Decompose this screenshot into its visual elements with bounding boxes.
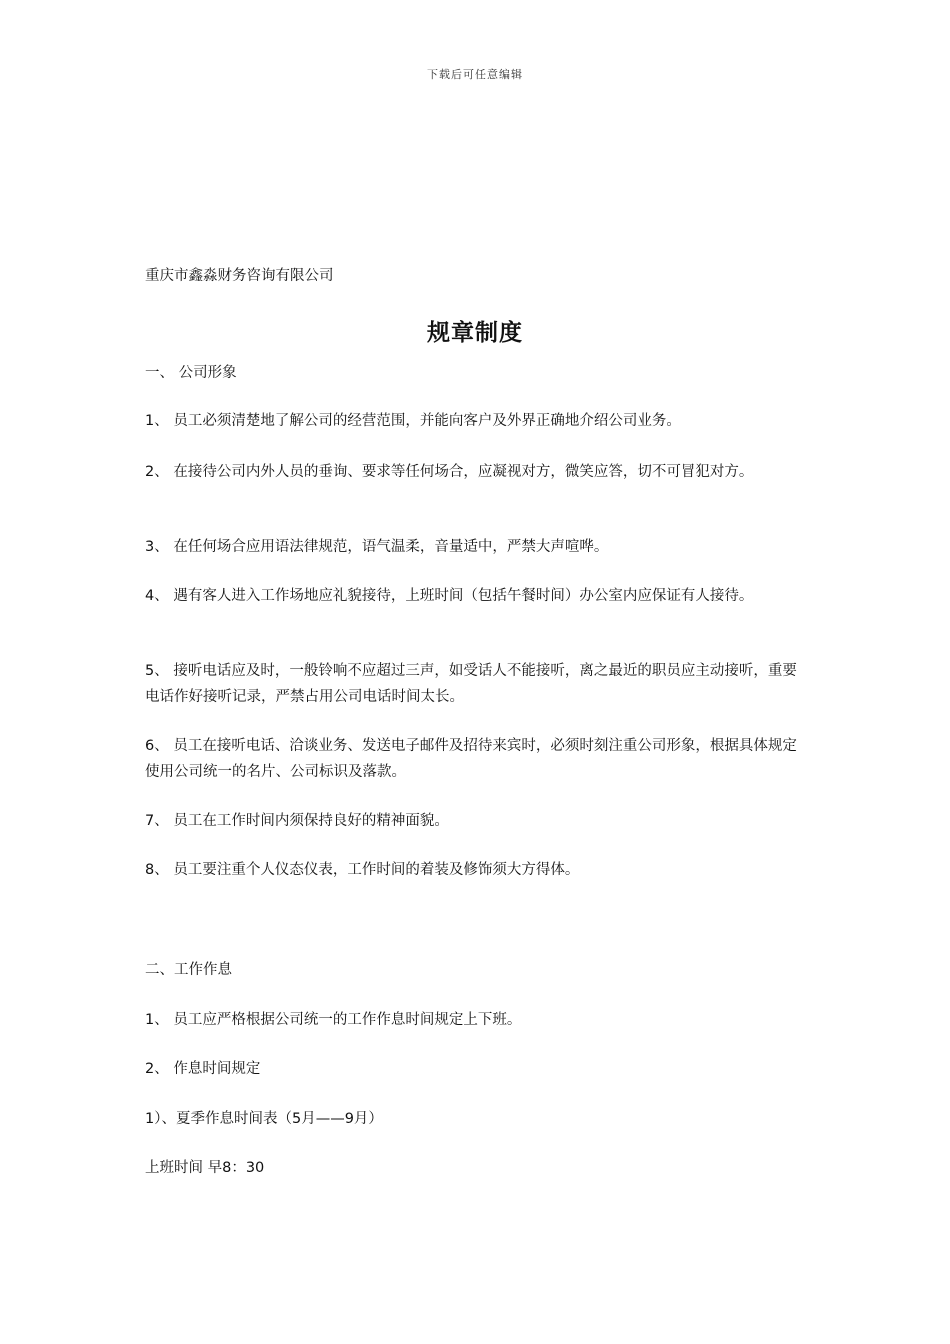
rule-item: 5、 接听电话应及时，一般铃响不应超过三声，如受话人不能接听，离之最近的职员应主动接听，重要电话作好接听记录，严禁占用公司电话时间太长。	[145, 663, 797, 705]
rule-item: 6、 员工在接听电话、洽谈业务、发送电子邮件及招待来宾时，必须时刻注重公司形象，根据具体规定使用公司统一的名片、公司标识及落款。	[145, 738, 797, 780]
rule-item: 2、 在接待公司内外人员的垂询、要求等任何场合，应凝视对方，微笑应答，切不可冒犯对方。	[145, 464, 754, 480]
rule-item: 7、 员工在工作时间内须保持良好的精神面貌。	[145, 813, 449, 829]
company-name: 重庆市鑫淼财务咨询有限公司	[145, 268, 334, 284]
schedule-line: 上班时间 早8：30	[145, 1160, 265, 1176]
section-heading-company-image: 一、 公司形象	[145, 365, 237, 381]
rule-item: 1、 员工必须清楚地了解公司的经营范围，并能向客户及外界正确地介绍公司业务。	[145, 413, 681, 429]
schedule-heading: 1）、夏季作息时间表（5月——9月）	[145, 1111, 383, 1127]
document-title: 规章制度	[427, 320, 523, 346]
rule-item: 2、 作息时间规定	[145, 1061, 261, 1077]
rule-item: 3、 在任何场合应用语法律规范，语气温柔，音量适中，严禁大声喧哗。	[145, 539, 609, 555]
header-note: 下载后可任意编辑	[427, 68, 523, 81]
rule-item: 4、 遇有客人进入工作场地应礼貌接待，上班时间（包括午餐时间）办公室内应保证有人接待。	[145, 588, 754, 604]
rule-item: 8、 员工要注重个人仪态仪表，工作时间的着装及修饰须大方得体。	[145, 862, 580, 878]
rule-item: 1、 员工应严格根据公司统一的工作作息时间规定上下班。	[145, 1012, 522, 1028]
section-heading-work-schedule: 二、工作作息	[145, 962, 232, 978]
